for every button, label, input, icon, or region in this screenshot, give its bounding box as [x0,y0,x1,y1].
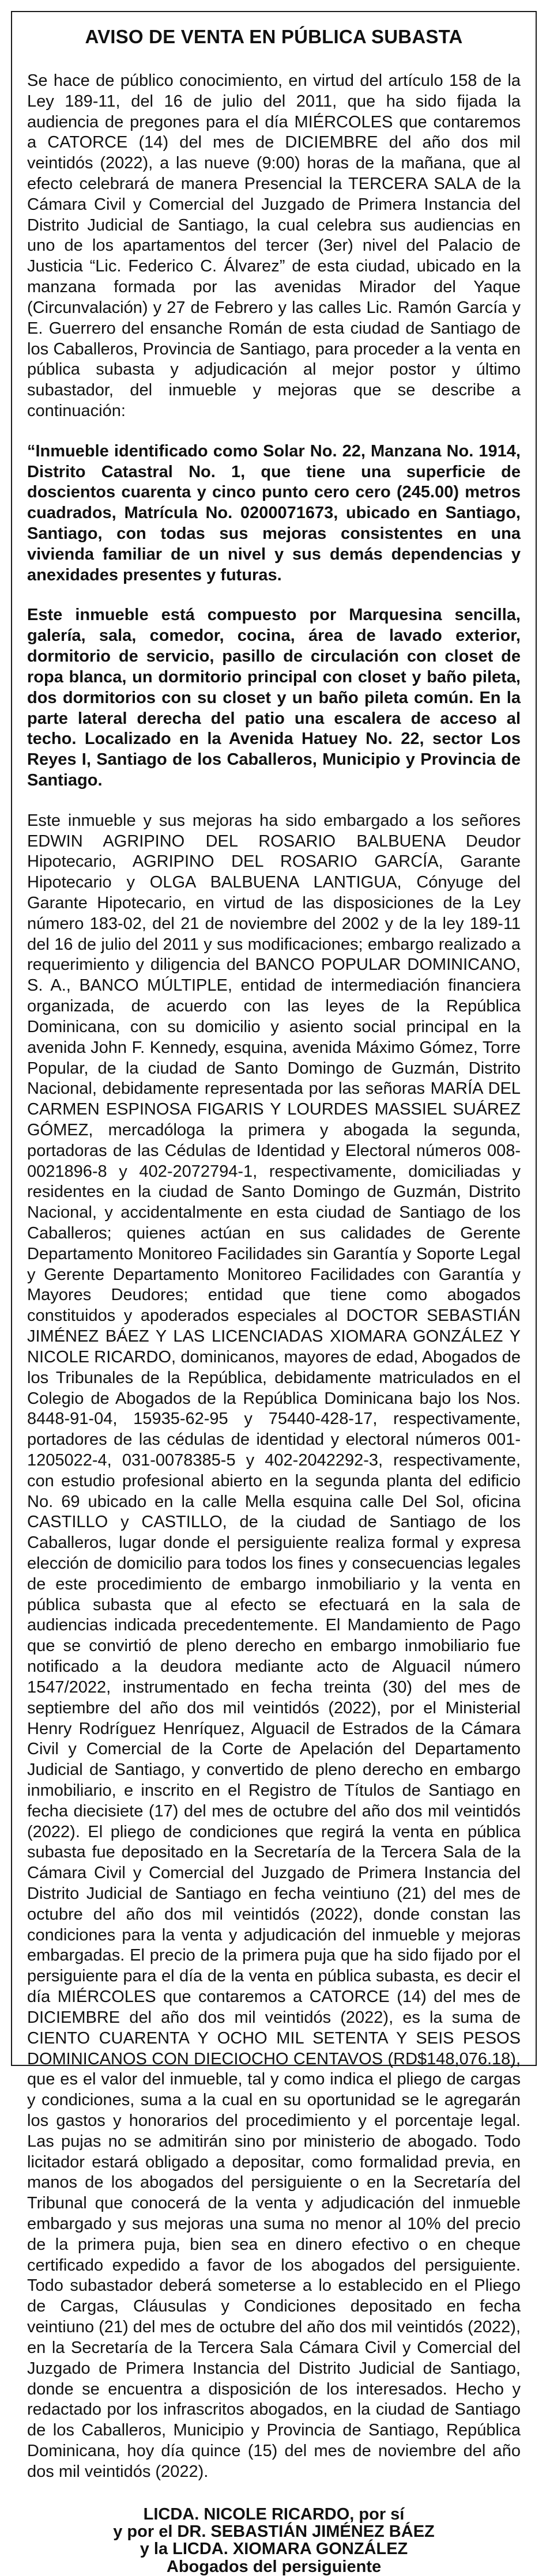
signature-line-1: LICDA. NICOLE RICARDO, por sí [143,2505,405,2524]
notice-title: AVISO DE VENTA EN PÚBLICA SUBASTA [85,26,463,47]
signature-line-2: y por el DR. SEBASTIÁN JIMÉNEZ BÁEZ [113,2522,435,2541]
property-composition-paragraph: Este inmueble está compuesto por Marquesina sencilla, galería, sala, comedor, cocina, área de lavado exterior, dormitorio de servicio, pasillo de circulación con closet de ropa blanca, un dormitorio principal con closet y baño pileta, dos dormitorios con su closet y un baño pileta común. En la parte lateral derecha del patio una escalera de acceso al techo. Localizado en la Avenida Hatuey No. 22, sector Los Reyes I, Santiago de los Caballeros, Municipio y Provincia de Santiago. [27,606,521,790]
signature-line-4: Abogados del persiguiente [166,2557,382,2576]
signature-block [27,2506,521,2576]
intro-paragraph: Se hace de público conocimiento, en virtud del artículo 158 de la Ley 189-11, del 16 de julio del 2011, que ha sido fijada la audiencia de pregones para el día MIÉRCOLES que contaremos a CATORCE (14) del mes de DICIEMBRE del año dos mil veintidós (2022), a las nueve (9:00) horas de la mañana, que al efecto celebrará de manera Presencial la TERCERA SALA de la Cámara Civil y Comercial del Juzgado de Primera Instancia del Distrito Judicial de Santiago, la cual celebra sus audiencias en uno de los apartamentos del tercer (3er) nivel del Palacio de Justicia “Lic. Federico C. Álvarez” de esta ciudad, ubicado en la manzana formada por las avenidas Mirador del Yaque (Circunvalación) y 27 de Febrero y las calles Lic. Ramón García y E. Guerrero del ensanche Román de esta ciudad de Santiago de los Caballeros, Provincia de Santiago, para proceder a la venta en pública subasta y adjudicación al mejor postor y último subastador, del inmueble y mejoras que se describe a continuación: [27,71,521,420]
property-description-paragraph: “Inmueble identificado como Solar No. 22, Manzana No. 1914, Distrito Catastral No. 1, que tiene una superficie de doscientos cuarenta y cinco punto cero cero (245.00) metros cuadrados, Matrícula No. 0200071673, ubicado en Santiago, Santiago, con todas sus mejoras consistentes en una vivienda familiar de un nivel y sus demás dependencias y anexidades presentes y futuras. [27,441,521,584]
seizure-details-paragraph: Este inmueble y sus mejoras ha sido embargado a los señores EDWIN AGRIPINO DEL ROSARIO BALBUENA Deudor Hipotecario, AGRIPINO DEL ROSARIO GARCÍA, Garante Hipotecario y OLGA BALBUENA LANTIGUA, Cónyuge del Garante Hipotecario, en virtud de las disposiciones de la Ley número 183-02, del 21 de noviembre del 2002 y de la ley 189-11 del 16 de julio del 2011 y sus modificaciones; embargo realizado a requerimiento y diligencia del BANCO POPULAR DOMINICANO, S. A., BANCO MÚLTIPLE, entidad de intermediación financiera organizada, de acuerdo con las leyes de la República Dominicana, con su domicilio y asiento social principal en la avenida John F. Kennedy, esquina, avenida Máximo Gómez, Torre Popular, de la ciudad de Santo Domingo de Guzmán, Distrito Nacional, debidamente representada por las señoras MARÍA DEL CARMEN ESPINOSA FIGARIS Y LOURDES MASSIEL SUÁREZ GÓMEZ, mercadóloga la primera y abogada la segunda, portadoras de las Cédulas de Identidad y Electoral números 008-0021896-8 y 402-2072794-1, respectivamente, domiciliadas y residentes en la ciudad de Santo Domingo de Guzmán, Distrito Nacional, y accidentalmente en esta ciudad de Santiago de los Caballeros; quienes actúan en sus calidades de Gerente Departamento Monitoreo Facilidades sin Garantía y Soporte Legal y Gerente Departamento Monitoreo Facilidades con Garantía y Mayores Deudores; entidad que tiene como abogados constituidos y apoderados especiales al DOCTOR SEBASTIÁN JIMÉNEZ BÁEZ Y LAS LICENCIADAS XIOMARA GONZÁLEZ Y NICOLE RICARDO, dominicanos, mayores de edad, Abogados de los Tribunales de la República, debidamente matriculados en el Colegio de Abogados de la República Dominicana bajo los Nos. 8448-91-04, 15935-62-95 y 75440-428-17, respectivamente, portadores de las cédulas de identidad y electoral números 001-1205022-4, 031-0078385-5 y 402-2042292-3, respectivamente, con estudio profesional abierto en la segunda planta del edificio No. 69 ubicado en la calle Mella esquina calle Del Sol, oficina CASTILLO y CASTILLO, de la ciudad de Santiago de los Caballeros, lugar donde el persiguiente realiza formal y expresa elección de domicilio para todos los fines y consecuencias legales de este procedimiento de embargo inmobiliario y la venta en pública subasta que al efecto se efectuará en la sala de audiencias indicada precedentemente. El Mandamiento de Pago que se convirtió de pleno derecho en embargo inmobiliario fue notificado a la deudora mediante acto de Alguacil número 1547/2022, instrumentado en fecha treinta (30) del mes de septiembre del año dos mil veintidós (2022), por el Ministerial Henry Rodríguez Henríquez, Alguacil de Estrados de la Cámara Civil y Comercial de la Corte de Apelación del Departamento Judicial de Santiago, y convertido de pleno derecho en embargo inmobiliario, e inscrito en el Registro de Títulos de Santiago en fecha diecisiete (17) del mes de octubre del año dos mil veintidós (2022). El pliego de condiciones que regirá la venta en pública subasta fue depositado en la Secretaría de la Tercera Sala de la Cámara Civil y Comercial del Juzgado de Primera Instancia del Distrito Judicial de Santiago en fecha veintiuno (21) del mes de octubre del año dos mil veintidós (2022), donde constan las condiciones para la venta y adjudicación del inmueble y mejoras embargadas. El precio de la primera puja que ha sido fijado por el persiguiente para el día de la venta en pública subasta, es decir el día MIÉRCOLES que contaremos a CATORCE (14) del mes de DICIEMBRE del año dos mil veintidós (2022), es la suma de CIENTO CUARENTA Y OCHO MIL SETENTA Y SEIS PESOS DOMINICANOS CON DIECIOCHO CENTAVOS (RD$148,076.18), que es el valor del inmueble, tal y como indica el pliego de cargas y condiciones, suma a la cual en su oportunidad se le agregarán los gastos y honorarios del procedimiento y el porcentaje legal. Las pujas no se admitirán sino por ministerio de abogado. Todo licitador estará obligado a depositar, como formalidad previa, en manos de los abogados del persiguiente o en la Secretaría del Tribunal que conocerá de la venta y adjudicación del inmueble embargado y sus mejoras una suma no menor al 10% del precio de la primera puja, bien sea en dinero efectivo o en cheque certificado expedido a favor de los abogados del persiguiente. Todo subastador deberá someterse a lo establecido en el Pliego de Cargas, Cláusulas y Condiciones depositado en fecha veintiuno (21) del mes de octubre del año dos mil veintidós (2022), en la Secretaría de la Tercera Sala Cámara Civil y Comercial del Juzgado de Primera Instancia del Distrito Judicial de Santiago, donde se encuentra a disposición de los interesados. Hecho y redactado por los infrascritos abogados, en la ciudad de Santiago de los Caballeros, Municipio y Provincia de Santiago, República Dominicana, hoy día quince (15) del mes de noviembre del año dos mil veintidós (2022). [27,811,521,2481]
signature-line-3: y la LICDA. XIOMARA GONZÁLEZ [140,2540,408,2559]
auction-notice [11,11,537,2576]
